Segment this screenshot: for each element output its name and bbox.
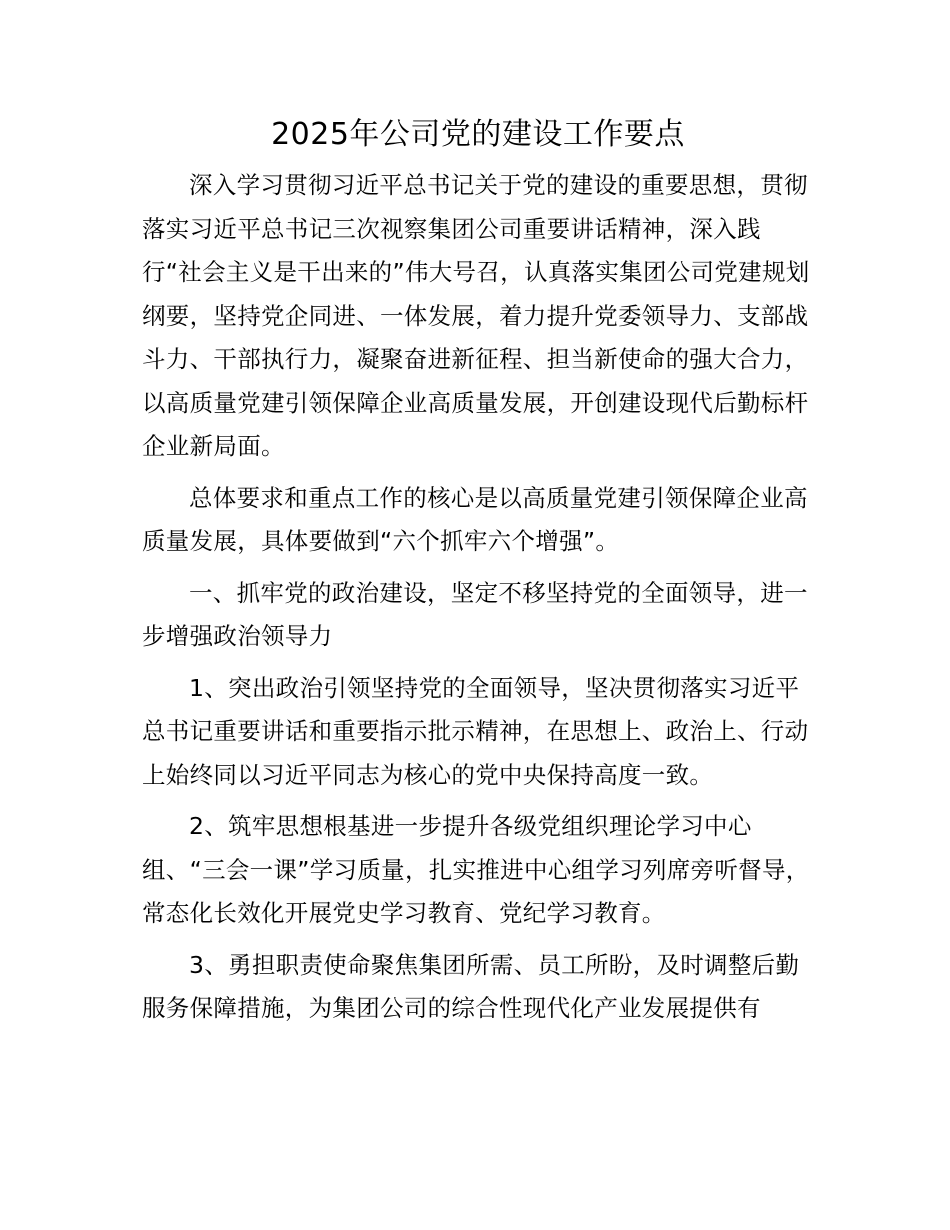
paragraph-item-2: 2、筑牢思想根基进一步提升各级党组织理论学习中心组、“三会一课”学习质量，扎实推进中心组学习列席旁听督导，常态化长效化开展党史学习教育、党纪学习教育。 xyxy=(142,812,810,927)
document-body xyxy=(142,112,814,1039)
paragraph-item-3: 3、勇担职责使命聚焦集团所需、员工所盼，及时调整后勤服务保障措施，为集团公司的综合性现代化产业发展提供有 xyxy=(142,950,800,1022)
paragraph-item-1: 1、突出政治引领坚持党的全面领导，坚决贯彻落实习近平总书记重要讲话和重要指示批示精神，在思想上、政治上、行动上始终同以习近平同志为核心的党中央保持高度一致。 xyxy=(142,673,809,789)
section-heading-1: 一、抓牢党的政治建设，坚定不移坚持党的全面领导，进一步增强政治领导力 xyxy=(142,578,808,650)
document-title: 2025年公司党的建设工作要点 xyxy=(271,117,685,152)
paragraph-intro: 深入学习贯彻习近平总书记关于党的建设的重要思想，贯彻落实习近平总书记三次视察集团公司重要讲话精神，深入践行“社会主义是干出来的”伟大号召，认真落实集团公司党建规划纲要，坚持党企同进、一体发展，着力提升党委领导力、支部战斗力、干部执行力，凝聚奋进新征程、担当新使命的强大合力，以高质量党建引领保障企业高质量发展，开创建设现代后勤标杆企业新局面。 xyxy=(142,171,810,460)
paragraph-overall-requirements: 总体要求和重点工作的核心是以高质量党建引领保障企业高质量发展，具体要做到“六个抓牢六个增强”。 xyxy=(142,483,808,555)
